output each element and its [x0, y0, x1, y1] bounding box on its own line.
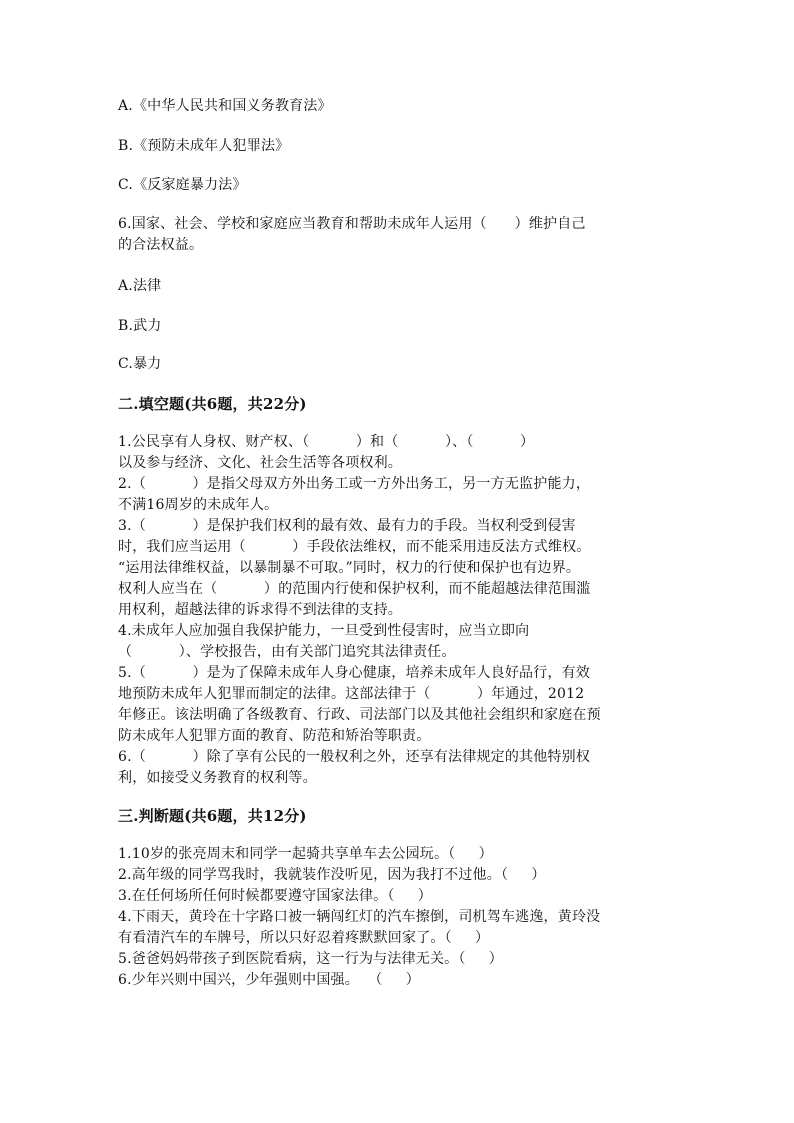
fill-blank-line: 年修正。该法明确了各级教育、行政、司法部门以及其他社会组织和家庭在预 — [118, 707, 601, 723]
judgment-line: 2.高年级的同学骂我时，我就装作没听见，因为我打不过他。（ ） — [118, 867, 546, 883]
judgment-line: 有看清汽车的车牌号，所以只好忍着疼默默回家了。（ ） — [118, 930, 490, 946]
section2-heading: 二.填空题(共6题，共22分) — [118, 395, 307, 413]
fill-blank-line: 防未成年人犯罪方面的教育、防范和矫治等职责。 — [118, 728, 431, 744]
q6-stem-line-2: 的合法权益。 — [118, 237, 204, 253]
q5-option-c: C.《反家庭暴力法》 — [118, 177, 247, 193]
fill-blank-line: 5.（ ）是为了保障未成年人身心健康，培养未成年人良好品行，有效 — [118, 665, 591, 681]
q6-option-a: A.法律 — [118, 278, 162, 294]
fill-blank-line: 6.（ ）除了享有公民的一般权利之外，还享有法律规定的其他特别权 — [118, 749, 591, 765]
judgment-line: 1.10岁的张亮周末和同学一起骑共享单车去公园玩。（ ） — [118, 846, 493, 862]
fill-blank-line: 2.（ ）是指父母双方外出务工或一方外出务工，另一方无监护能力， — [118, 476, 591, 492]
fill-blank-line: （ ）、学校报告，由有关部门追究其法律责任。 — [118, 644, 456, 660]
fill-blank-line: 地预防未成年人犯罪而制定的法律。这部法律于（ ）年通过，2012 — [118, 686, 585, 702]
fill-blank-line: 不满16周岁的未成年人。 — [118, 497, 279, 513]
fill-blank-line: 3.（ ）是保护我们权利的最有效、最有力的手段。当权利受到侵害 — [118, 518, 576, 534]
fill-blank-line: 用权利，超越法律的诉求得不到法律的支持。 — [118, 602, 402, 618]
judgment-line: 3.在任何场所任何时候都要遵守国家法律。（ ） — [118, 888, 433, 904]
fill-blank-line: 时，我们应当运用（ ）手段依法维权，而不能采用违反法方式维权。 — [118, 539, 591, 555]
judgment-line: 4.下雨天，黄玲在十字路口被一辆闯红灯的汽车擦倒，司机驾车逃逸，黄玲没 — [118, 909, 601, 925]
fill-blank-line: 利，如接受义务教育的权利等。 — [118, 770, 317, 786]
fill-blank-line: 以及参与经济、文化、社会生活等各项权利。 — [118, 455, 402, 471]
fill-blank-line: “运用法律维权益，以暴制暴不可取。”同时，权力的行使和保护也有边界。 — [118, 560, 581, 576]
judgment-line: 5.爸爸妈妈带孩子到医院看病，这一行为与法律无关。（ ） — [118, 951, 504, 967]
q6-option-c: C.暴力 — [118, 356, 162, 372]
q5-option-a: A.《中华人民共和国义务教育法》 — [118, 98, 332, 114]
fill-blank-line: 4.未成年人应加强自我保护能力，一旦受到性侵害时，应当立即向 — [118, 623, 530, 639]
judgment-line: 6.少年兴则中国兴，少年强则中国强。 （ ） — [118, 972, 420, 988]
q6-option-b: B.武力 — [118, 318, 162, 334]
fill-blank-line: 权利人应当在（ ）的范围内行使和保护权利，而不能超越法律范围滥 — [118, 581, 591, 597]
fill-blank-line: 1.公民享有人身权、财产权、（ ）和（ ）、（ ） — [118, 434, 535, 450]
q5-option-b: B.《预防未成年人犯罪法》 — [118, 138, 290, 154]
section3-heading: 三.判断题(共6题，共12分) — [118, 807, 307, 825]
q6-stem-line-1: 6.国家、社会、学校和家庭应当教育和帮助未成年人运用（ ）维护自己 — [118, 216, 586, 232]
